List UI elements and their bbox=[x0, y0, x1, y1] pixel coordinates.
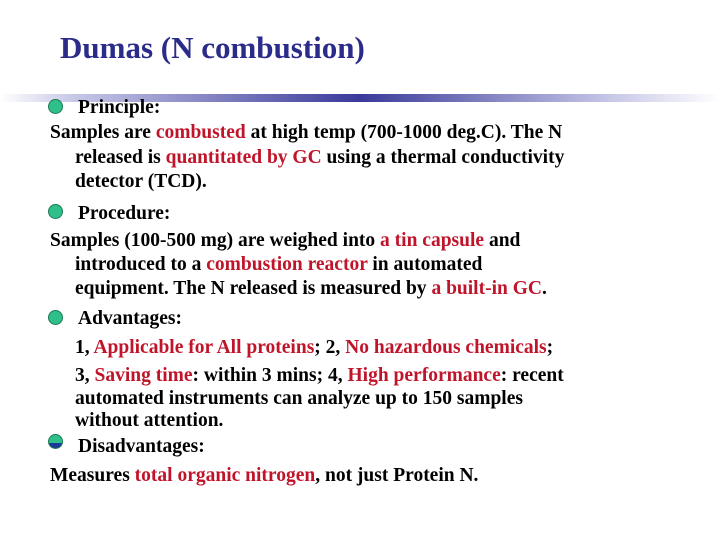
bullet-principle bbox=[48, 99, 63, 114]
text-run: , not just Protein N. bbox=[315, 465, 479, 486]
text-run: Samples are bbox=[50, 122, 156, 143]
disadvantages-heading: Disadvantages: bbox=[78, 436, 205, 457]
advantages-line-2 bbox=[75, 364, 564, 388]
highlight-run: total organic nitrogen bbox=[134, 465, 316, 486]
principle-line-2 bbox=[75, 146, 564, 170]
highlight-run: Applicable for All proteins bbox=[93, 337, 315, 358]
principle-line-1 bbox=[50, 121, 562, 145]
advantages-line-3: automated instruments can analyze up to 150 samples bbox=[75, 388, 523, 409]
advantages-heading: Advantages: bbox=[78, 308, 183, 329]
advantages-line-1 bbox=[75, 336, 553, 360]
text-run: Measures bbox=[50, 465, 135, 486]
advantages-line-4: without attention. bbox=[75, 410, 224, 431]
disadvantages-line-1 bbox=[50, 464, 478, 488]
bullet-advantages bbox=[48, 310, 63, 325]
highlight-run: a tin capsule bbox=[380, 230, 485, 251]
highlight-run: combustion reactor bbox=[206, 254, 368, 275]
text-run: using a thermal conductivity bbox=[321, 147, 565, 168]
text-run: at high temp (700-1000 deg.C). The N bbox=[245, 122, 563, 143]
text-run: 3, bbox=[75, 365, 95, 386]
highlight-run: a built-in GC bbox=[431, 278, 542, 299]
text-run: and bbox=[484, 230, 521, 251]
procedure-line-2 bbox=[75, 253, 482, 277]
highlight-run: High performance bbox=[347, 365, 501, 386]
slide-title: Dumas (N combustion) bbox=[60, 30, 365, 65]
procedure-line-1 bbox=[50, 229, 520, 253]
bullet-disadvantages bbox=[48, 434, 63, 449]
text-run: ; 2, bbox=[314, 337, 346, 358]
principle-heading: Principle: bbox=[78, 97, 161, 118]
highlight-run: Saving time bbox=[94, 365, 193, 386]
text-run: . bbox=[541, 278, 547, 299]
highlight-run: No hazardous chemicals bbox=[345, 337, 547, 358]
text-run: in automated bbox=[367, 254, 483, 275]
text-run: 1, bbox=[75, 337, 94, 358]
text-run: : recent bbox=[500, 365, 564, 386]
bullet-procedure bbox=[48, 204, 63, 219]
text-run: ; bbox=[546, 337, 554, 358]
text-run: Samples (100-500 mg) are weighed into bbox=[50, 230, 381, 251]
text-run: introduced to a bbox=[75, 254, 207, 275]
text-run: released is bbox=[75, 147, 166, 168]
procedure-line-3 bbox=[75, 277, 547, 301]
highlight-run: combusted bbox=[155, 122, 246, 143]
principle-line-3: detector (TCD). bbox=[75, 171, 207, 192]
procedure-heading: Procedure: bbox=[78, 203, 171, 224]
text-run: equipment. The N released is measured by bbox=[75, 278, 432, 299]
text-run: : within 3 mins; 4, bbox=[192, 365, 348, 386]
highlight-run: quantitated by GC bbox=[165, 147, 322, 168]
